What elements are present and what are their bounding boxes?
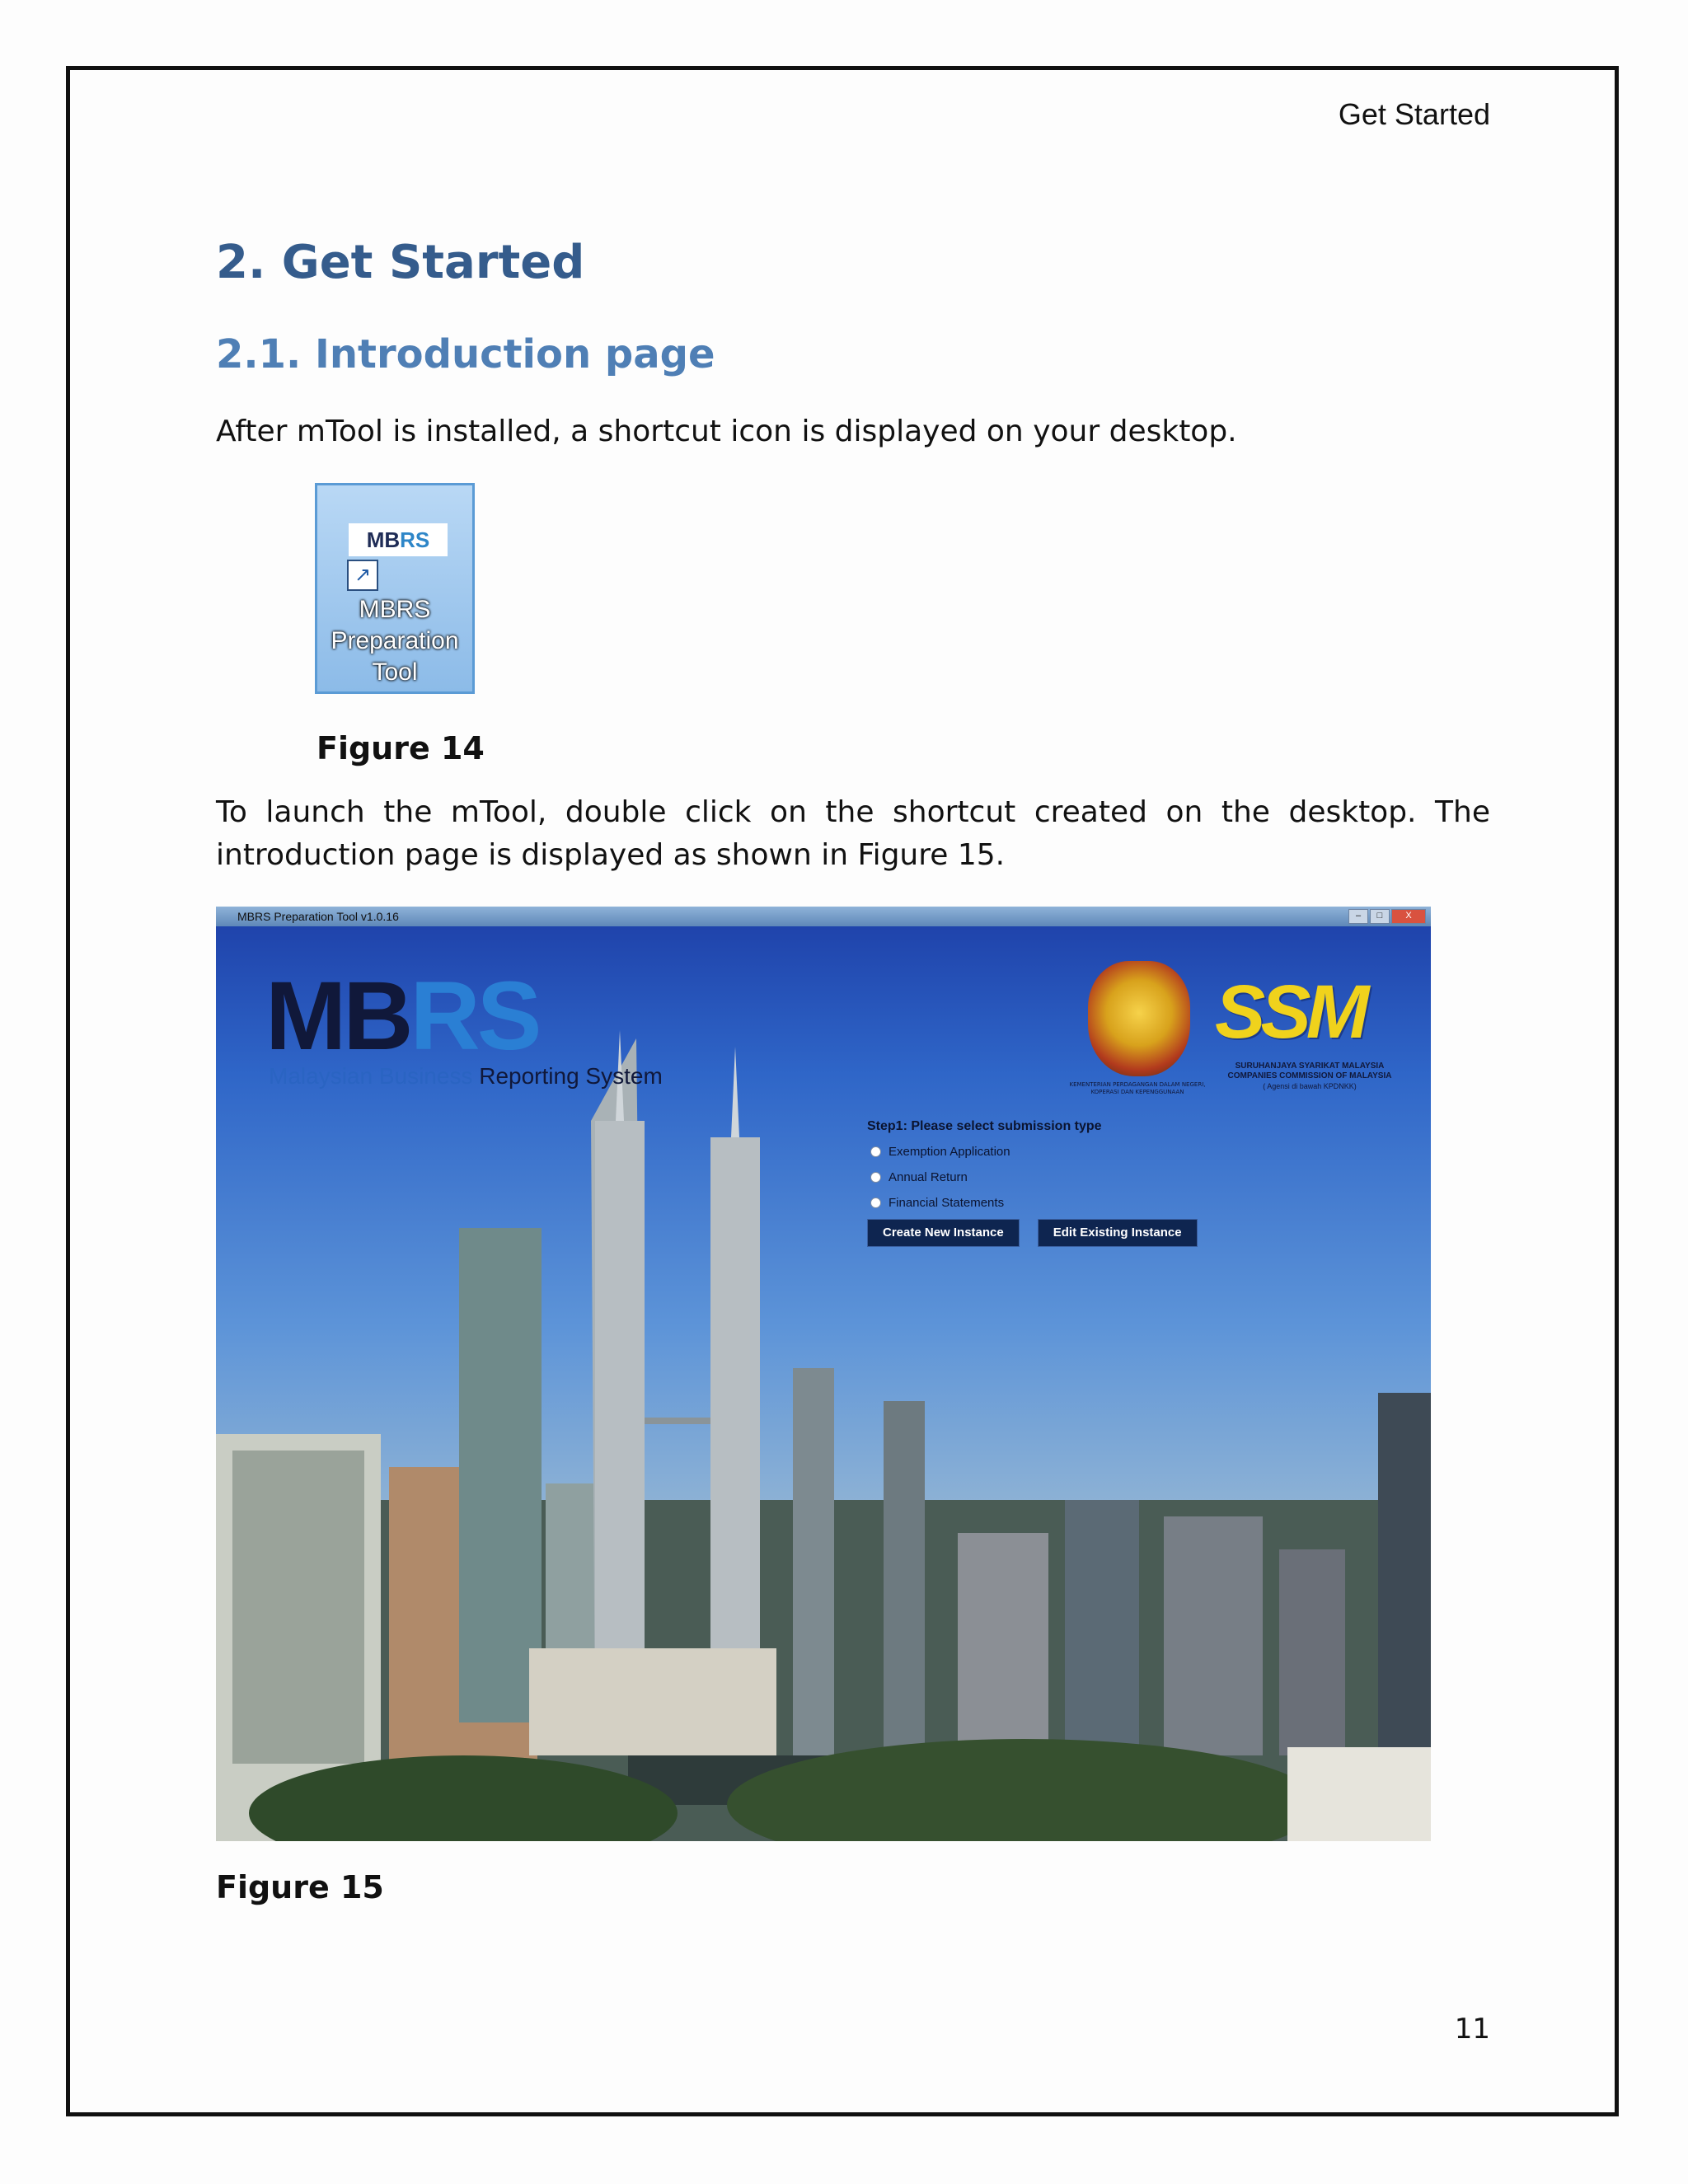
submission-type-form	[867, 1119, 1198, 1247]
ssm-agency-name: SURUHANJAYA SYARIKAT MALAYSIA COMPANIES COMMISSION OF MALAYSIA ( Agensi di bawah KPDNKK)	[1227, 1062, 1392, 1090]
maximize-button[interactable]: □	[1370, 909, 1390, 924]
section-heading: 2. Get Started	[216, 236, 585, 289]
page-number: 11	[1454, 2013, 1490, 2046]
subsection-heading: 2.1. Introduction page	[216, 331, 715, 377]
figure-14-caption: Figure 14	[316, 730, 485, 766]
ssm-logo: SSM	[1215, 970, 1365, 1054]
close-button[interactable]: X	[1391, 909, 1426, 924]
radio-button[interactable]	[870, 1172, 881, 1183]
mbrs-logo: MBRS	[265, 962, 539, 1071]
option-exemption-application[interactable]: Exemption Application	[867, 1139, 1198, 1165]
radio-button[interactable]	[870, 1197, 881, 1208]
desktop-shortcut-figure	[315, 483, 475, 694]
shortcut-label: MBRS Preparation Tool	[331, 596, 459, 686]
create-new-instance-button[interactable]: Create New Instance	[867, 1219, 1020, 1247]
mbrs-logo-small: MBRS	[349, 523, 448, 556]
option-financial-statements[interactable]: Financial Statements	[867, 1190, 1198, 1216]
government-crest-icon	[1088, 961, 1190, 1076]
option-annual-return[interactable]: Annual Return	[867, 1165, 1198, 1190]
minimize-button[interactable]: –	[1348, 909, 1368, 924]
paragraph-shortcut: After mTool is installed, a shortcut icon is displayed on your desktop.	[216, 415, 1237, 448]
running-header: Get Started	[1338, 97, 1490, 131]
shortcut-arrow-icon: ↗	[347, 560, 378, 591]
window-title: MBRS Preparation Tool v1.0.16	[237, 910, 399, 923]
ministry-name: KEMENTERIAN PERDAGANGAN DALAM NEGERI, KOPERASI DAN KEPENGGUNAAN	[1069, 1081, 1206, 1095]
window-title-bar	[216, 907, 1431, 926]
figure-15-caption: Figure 15	[216, 1869, 384, 1905]
radio-button[interactable]	[870, 1146, 881, 1157]
edit-existing-instance-button[interactable]: Edit Existing Instance	[1038, 1219, 1198, 1247]
paragraph-launch: To launch the mTool, double click on the shortcut created on the desktop. The introduction page is displayed as shown in Figure 15.	[216, 795, 1490, 872]
mbrs-tagline: Malaysian Business Reporting System	[269, 1063, 663, 1089]
app-screenshot-figure	[216, 907, 1431, 1841]
step-label: Step1: Please select submission type	[867, 1119, 1102, 1133]
